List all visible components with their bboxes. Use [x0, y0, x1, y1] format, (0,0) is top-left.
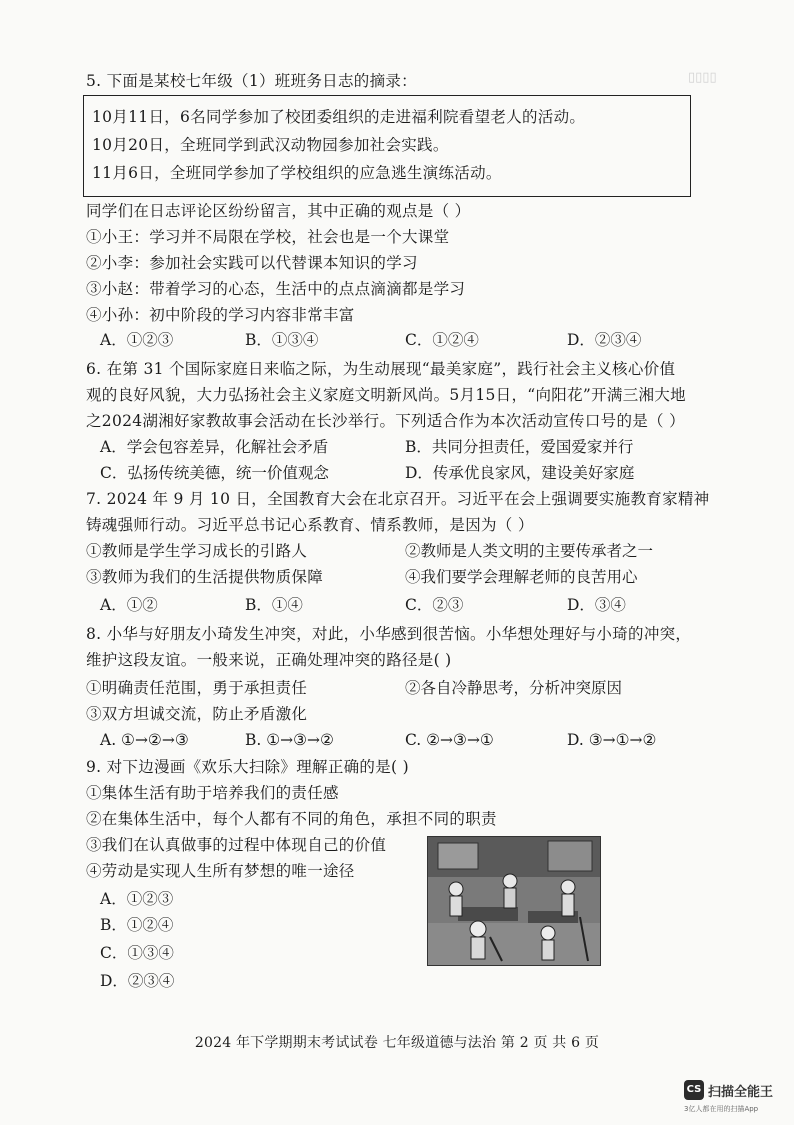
q6-option-c: C．弘扬传统美德，统一价值观念	[100, 464, 329, 482]
q5-log-line: 11月6日，全班同学参加了学校组织的应急逃生演练活动。	[92, 164, 502, 182]
q9-item: ④劳动是实现人生所有梦想的唯一途径	[86, 862, 355, 880]
q5-log-box	[83, 95, 691, 197]
q5-log-line: 10月20日，全班同学到武汉动物园参加社会实践。	[92, 136, 449, 154]
q7-option-c: C．②③	[405, 596, 464, 614]
cartoon-illustration	[428, 837, 600, 965]
q8-stem-line: 8. 小华与好朋友小琦发生冲突，对此，小华感到很苦恼。小华想处理好与小琦的冲突，	[86, 625, 692, 643]
q5-prompt: 同学们在日志评论区纷纷留言，其中正确的观点是（ ）	[86, 202, 471, 220]
cleanup-cartoon-image	[427, 836, 601, 966]
q6-option-a: A．学会包容差异，化解社会矛盾	[100, 438, 329, 456]
q7-option-d: D．③④	[567, 596, 626, 614]
bleed-through-mark: ▯▯▯▯	[688, 70, 717, 85]
q7-item: ①教师是学生学习成长的引路人	[86, 542, 308, 560]
scanner-watermark	[684, 1080, 784, 1120]
q8-item: ①明确责任范围，勇于承担责任	[86, 679, 308, 697]
q7-item: ③教师为我们的生活提供物质保障	[86, 568, 324, 586]
q8-item: ③双方坦诚交流，防止矛盾激化	[86, 705, 308, 723]
q8-option-b: B. ①→③→②	[245, 731, 334, 749]
q8-option-d: D. ③→①→②	[567, 731, 657, 749]
q5-item: ③小赵：带着学习的心态，生活中的点点滴滴都是学习	[86, 280, 466, 298]
q7-option-b: B．①④	[245, 596, 303, 614]
q6-stem-line: 观的良好风貌，大力弘扬社会主义家庭文明新风尚。5月15日，“向阳花”开满三湘大地	[86, 386, 686, 404]
watermark-app-name: 扫描全能王	[708, 1085, 774, 1100]
q6-stem-line: 之2024湖湘好家教故事会活动在长沙举行。下列适合作为本次活动宣传口号的是（ ）	[86, 412, 685, 430]
q9-item: ①集体生活有助于培养我们的责任感	[86, 784, 339, 802]
q6-stem-line: 6. 在第 31 个国际家庭日来临之际，为生动展现“最美家庭”，践行社会主义核心价值	[86, 360, 676, 378]
q5-item: ④小孙：初中阶段的学习内容非常丰富	[86, 306, 355, 324]
q7-stem-line: 7. 2024 年 9 月 10 日，全国教育大会在北京召开。习近平在会上强调要实施教育家精神	[86, 490, 710, 508]
q8-stem-line: 维护这段友谊。一般来说，正确处理冲突的路径是( )	[86, 651, 452, 669]
q5-option-b: B．①③④	[245, 331, 319, 349]
q8-item: ②各自冷静思考，分析冲突原因	[405, 679, 623, 697]
q7-item: ④我们要学会理解老师的良苦用心	[405, 568, 638, 586]
q9-option-c: C．①③④	[100, 944, 174, 962]
q9-option-a: A．①②③	[100, 890, 174, 908]
q7-option-a: A．①②	[100, 596, 158, 614]
q8-option-c: C. ②→③→①	[405, 731, 494, 749]
camscanner-logo-icon: CS	[684, 1080, 704, 1100]
q9-item: ③我们在认真做事的过程中体现自己的价值	[86, 836, 387, 854]
q6-option-d: D．传承优良家风，建设美好家庭	[405, 464, 635, 482]
q5-option-a: A．①②③	[100, 331, 174, 349]
q9-option-d: D．②③④	[100, 972, 175, 990]
q5-stem: 5. 下面是某校七年级（1）班班务日志的摘录：	[86, 72, 417, 90]
q9-stem: 9. 对下边漫画《欢乐大扫除》理解正确的是( )	[86, 758, 409, 776]
q7-item: ②教师是人类文明的主要传承者之一	[405, 542, 654, 560]
q5-option-d: D．②③④	[567, 331, 642, 349]
q8-option-a: A. ①→②→③	[100, 731, 189, 749]
q5-item: ①小王：学习并不局限在学校，社会也是一个大课堂	[86, 228, 450, 246]
page-footer: 2024 年下学期期末考试试卷 七年级道德与法治 第 2 页 共 6 页	[194, 1035, 600, 1051]
q5-item: ②小李：参加社会实践可以代替课本知识的学习	[86, 254, 418, 272]
q6-option-b: B．共同分担责任，爱国爱家并行	[405, 438, 634, 456]
q9-item: ②在集体生活中，每个人都有不同的角色，承担不同的职责	[86, 810, 497, 828]
watermark-tagline: 3亿人都在用的扫描App	[684, 1105, 759, 1113]
q9-option-b: B．①②④	[100, 916, 174, 934]
q7-stem-line: 铸魂强师行动。习近平总书记心系教育、情系教师，是因为（ ）	[86, 516, 534, 534]
q5-log-line: 10月11日，6名同学参加了校团委组织的走进福利院看望老人的活动。	[92, 108, 586, 126]
q5-option-c: C．①②④	[405, 331, 479, 349]
